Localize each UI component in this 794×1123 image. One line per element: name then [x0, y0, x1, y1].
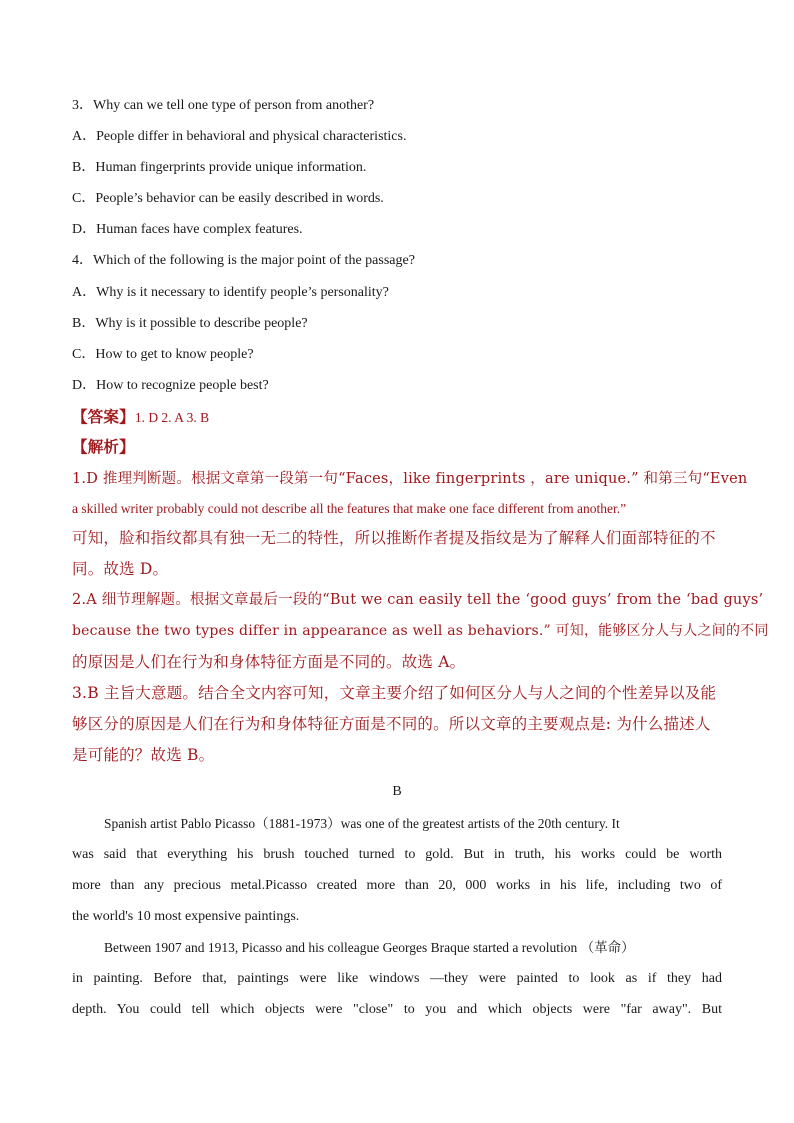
question-4-stem: 4．Which of the following is the major point of the passage?	[72, 253, 415, 268]
question-3-option-a: A．People differ in behavioral and physical characteristics.	[72, 129, 407, 144]
analysis-3-line-1: 3.B 主旨大意题。结合全文内容可知，文章主要介绍了如何区分人与人之间的个性差异以及能	[72, 684, 717, 702]
passage-b-para-2-line-1: Between 1907 and 1913, Picasso and his colleague Georges Braque started a revolution （革命）	[104, 940, 635, 955]
question-3-option-d: D．Human faces have complex features.	[72, 222, 303, 237]
analysis-3-line-2: 够区分的原因是人们在行为和身体特征方面是不同的。所以文章的主要观点是: 为什么描述人	[72, 715, 711, 733]
analysis-1-line-4: 同。故选 D。	[72, 560, 169, 578]
passage-b-para-2-line-2: in painting. Before that, paintings were like windows —they were painted to look as if they had	[72, 971, 722, 986]
question-3-stem: 3．Why can we tell one type of person from another?	[72, 98, 375, 113]
passage-b-para-1-line-2: was said that everything his brush touched turned to gold. But in truth, his works could be worth	[72, 847, 722, 862]
question-4-option-c: C．How to get to know people?	[72, 347, 254, 362]
analysis-label: 【解析】	[72, 437, 135, 456]
analysis-1-line-3: 可知，脸和指纹都具有独一无二的特性，所以推断作者提及指纹是为了解释人们面部特征的不	[72, 529, 716, 547]
analysis-2-line-1: 2.A 细节理解题。根据文章最后一段的“But we can easily tell the ‘good guys’ from the ‘bad guys’	[72, 592, 764, 608]
analysis-1-line-1: 1.D 推理判断题。根据文章第一段第一句“Faces，like fingerprints ，are unique.” 和第三句“Even	[72, 471, 748, 487]
question-3-option-b: B．Human fingerprints provide unique information.	[72, 160, 367, 175]
answer-line	[72, 407, 722, 429]
analysis-2-line-2: because the two types differ in appearance as well as behaviors.” 可知，能够区分人与人之间的不同	[72, 623, 769, 639]
passage-b-para-1-line-4: the world's 10 most expensive paintings.	[72, 909, 300, 924]
question-4-option-d: D．How to recognize people best?	[72, 378, 269, 393]
passage-b-para-2-line-3: depth. You could tell which objects were "close" to you and which objects were "far away". But	[72, 1002, 722, 1017]
analysis-3-line-3: 是可能的？故选 B。	[72, 746, 215, 764]
passage-b-para-1-line-3: more than any precious metal.Picasso created more than 20, 000 works in his life, including two of	[72, 878, 722, 893]
analysis-1-line-2: a skilled writer probably could not describe all the features that make one face different from another.”	[72, 501, 627, 516]
passage-b-para-1-line-1: Spanish artist Pablo Picasso（1881-1973）was one of the greatest artists of the 20th century. It	[104, 816, 620, 831]
question-4-option-a: A．Why is it necessary to identify people’s personality?	[72, 285, 389, 300]
question-4-option-b: B．Why is it possible to describe people?	[72, 316, 308, 331]
analysis-2-line-3: 的原因是人们在行为和身体特征方面是不同的。故选 A。	[72, 653, 466, 671]
passage-b-heading: B	[392, 784, 402, 799]
answer-label: 【答案】	[72, 407, 135, 426]
answer-text: 1. D 2. A 3. B	[134, 410, 210, 425]
question-3-option-c: C．People’s behavior can be easily described in words.	[72, 191, 384, 206]
